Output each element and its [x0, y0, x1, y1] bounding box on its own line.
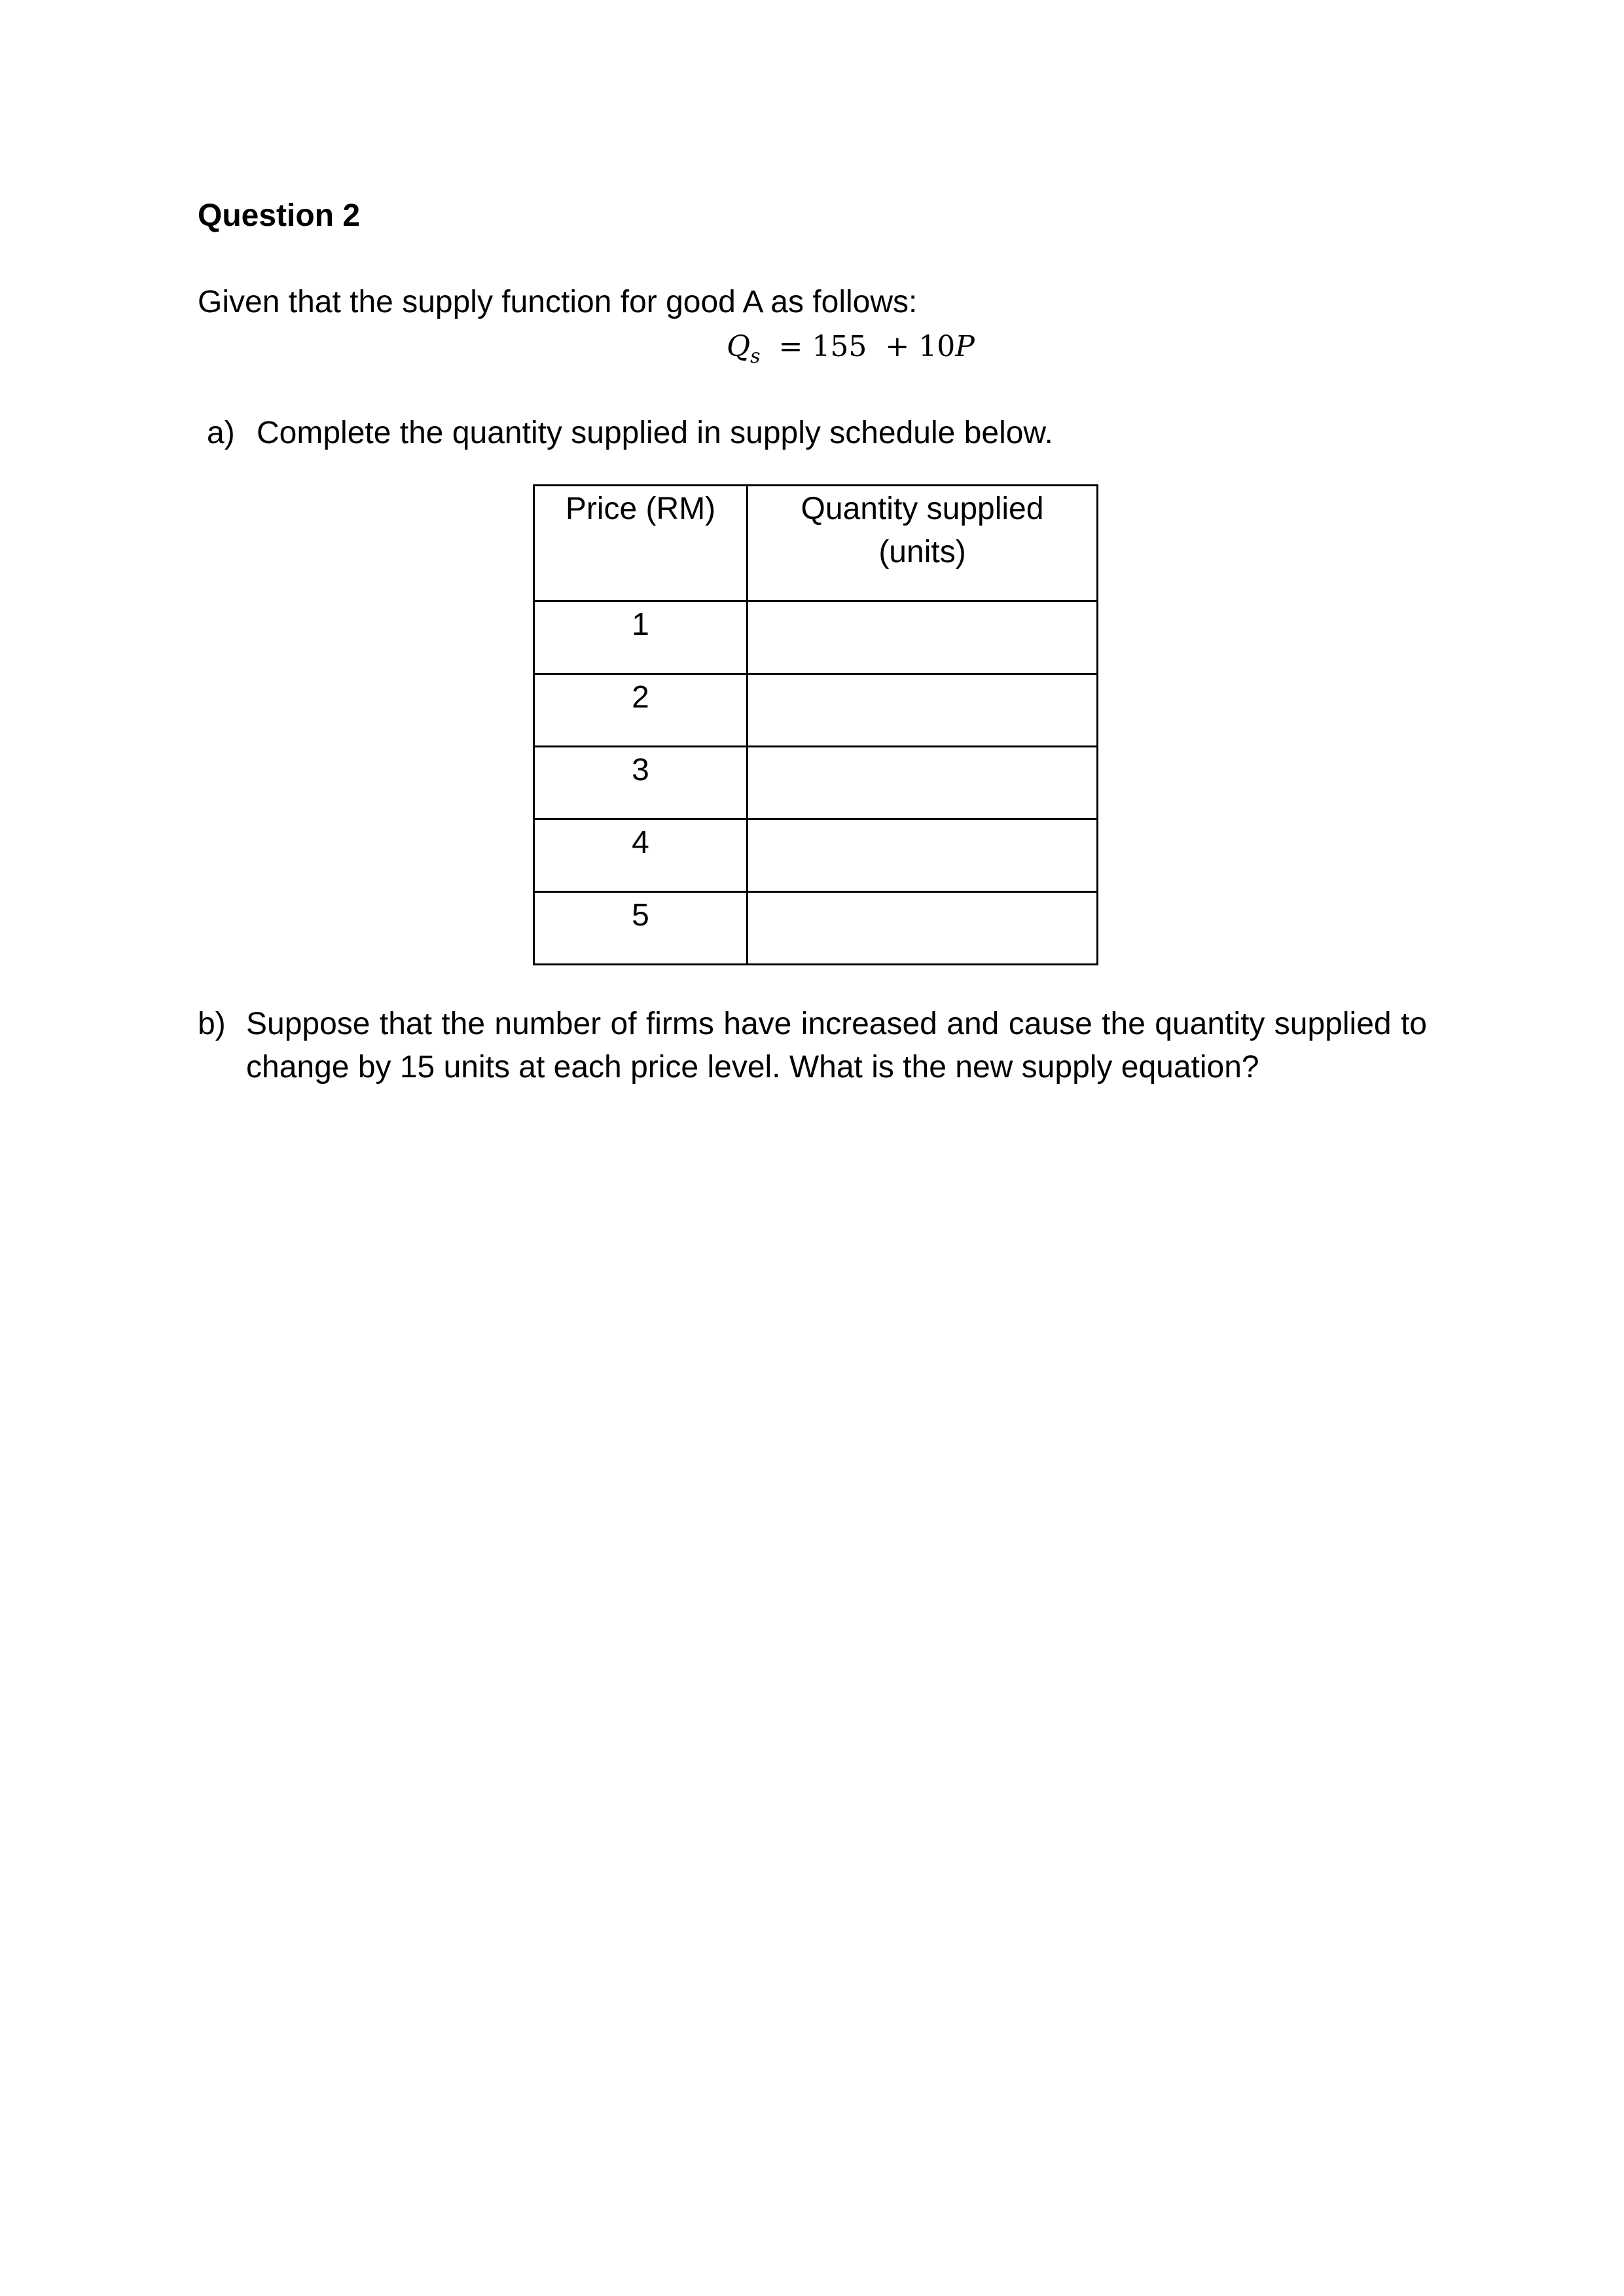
equation-rhs-var: P — [955, 330, 975, 363]
price-cell: 3 — [534, 747, 748, 819]
part-b-label: b) — [198, 1007, 226, 1041]
price-cell: 4 — [534, 819, 748, 892]
quantity-cell — [748, 601, 1098, 674]
price-cell: 1 — [534, 601, 748, 674]
quantity-cell — [748, 747, 1098, 819]
equation-coefficient: 10 — [918, 330, 956, 363]
supply-equation — [727, 327, 975, 367]
supply-schedule-table — [533, 484, 1098, 965]
equation-equals: = — [778, 330, 803, 363]
table-row — [534, 892, 1098, 965]
header-price: Price (RM) — [534, 486, 748, 601]
header-quantity-line2: (units) — [878, 535, 966, 569]
price-cell: 2 — [534, 674, 748, 747]
table-row — [534, 819, 1098, 892]
part-b-text: Suppose that the number of firms have increased and cause the quantity supplied to change by 15 units at each price level. What is the new supply equation? — [246, 1007, 1427, 1085]
equation-constant: 155 — [812, 330, 867, 363]
table-row — [534, 674, 1098, 747]
equation-lhs-var: Q — [727, 330, 751, 363]
equation-plus: + — [885, 330, 910, 363]
table-header-row — [534, 486, 1098, 601]
part-b-prompt — [198, 1003, 1427, 1089]
question-intro: Given that the supply function for good A as follows: — [198, 285, 918, 319]
header-quantity-line1: Quantity supplied — [801, 492, 1044, 526]
equation-lhs-sub: s — [750, 345, 761, 368]
part-a-prompt — [207, 414, 1053, 453]
quantity-cell — [748, 674, 1098, 747]
quantity-cell — [748, 892, 1098, 965]
part-a-label: a) — [207, 416, 235, 450]
question-title: Question 2 — [198, 198, 361, 233]
price-cell: 5 — [534, 892, 748, 965]
quantity-cell — [748, 819, 1098, 892]
table-row — [534, 747, 1098, 819]
part-a-text: Complete the quantity supplied in supply schedule below. — [257, 416, 1053, 450]
header-quantity — [748, 486, 1098, 601]
table-row — [534, 601, 1098, 674]
